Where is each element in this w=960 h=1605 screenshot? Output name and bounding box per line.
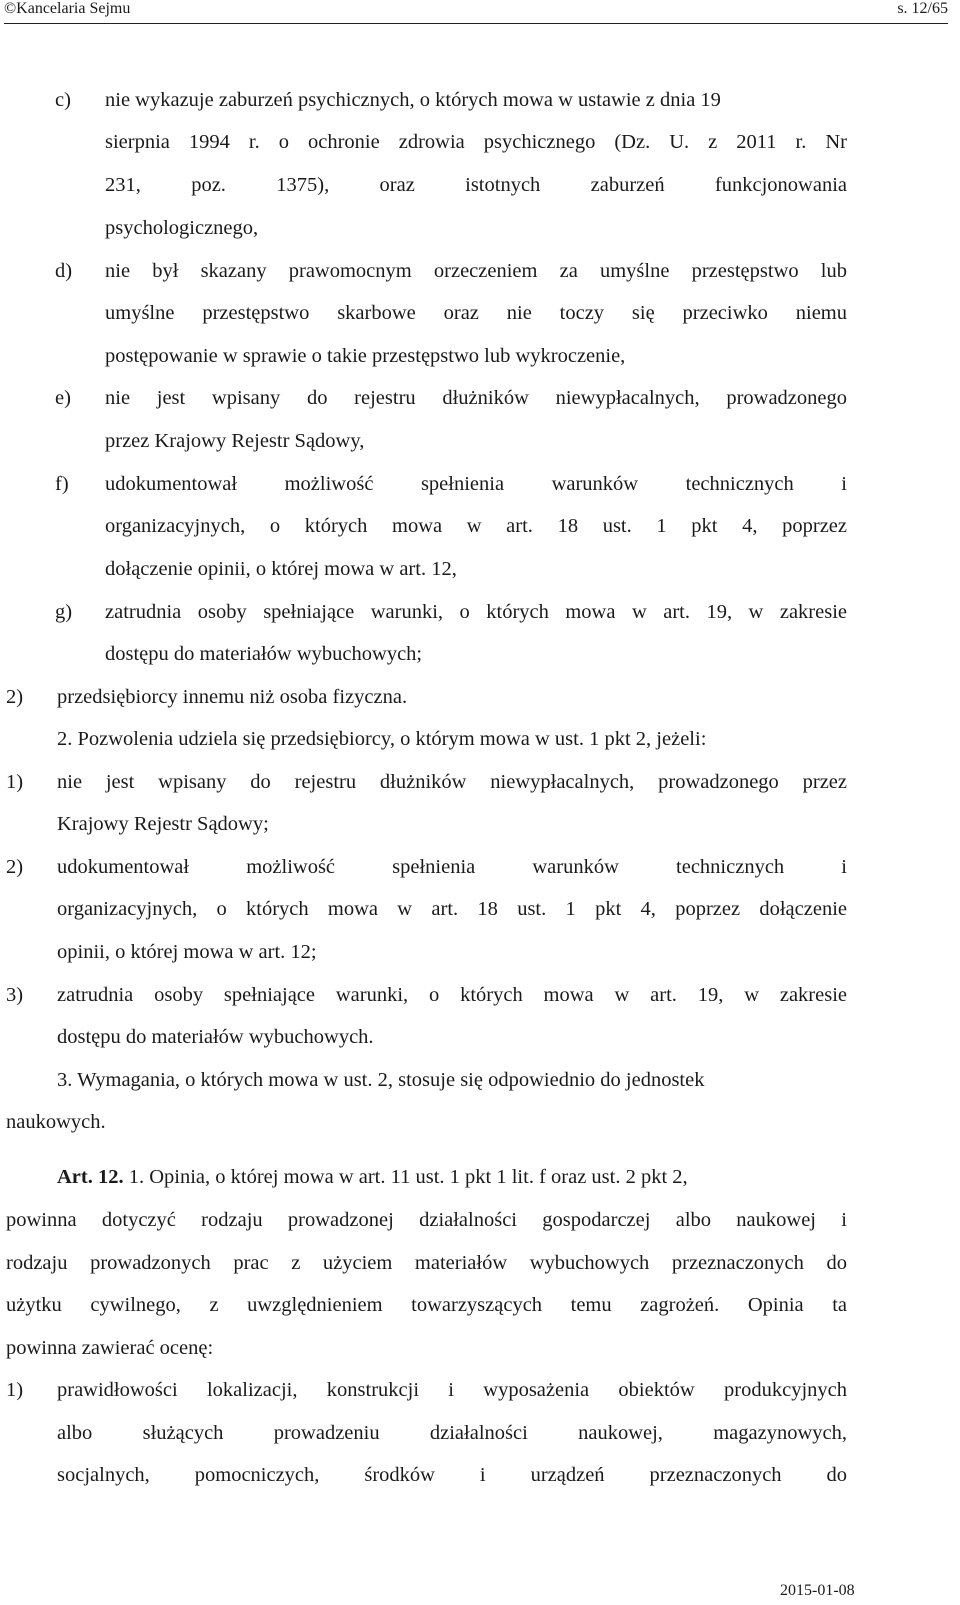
art12-point-1-line-2: albo służących prowadzeniu działalności naukowej, magazynowych,: [57, 1422, 847, 1444]
ust2-point-2-line-1: udokumentował możliwość spełnienia warunków technicznych i: [57, 856, 847, 878]
page-footer-date: 2015-01-08: [780, 1582, 855, 1599]
point-label-2: 2): [6, 686, 24, 708]
ust2-point-label-1: 1): [6, 771, 24, 793]
art-12-line-4: użytku cywilnego, z uwzględnieniem towarzyszących temu zagrożeń. Opinia ta: [6, 1294, 847, 1316]
ust2-point-label-3: 3): [6, 984, 24, 1006]
item-g-line-2: dostępu do materiałów wybuchowych;: [105, 643, 423, 665]
item-g-line-1: zatrudnia osoby spełniające warunki, o których mowa w art. 19, w zakresie: [105, 601, 847, 623]
ust2-point-label-2: 2): [6, 856, 24, 878]
item-label-c: c): [55, 89, 71, 111]
item-f-line-3: dołączenie opinii, o której mowa w art. 12,: [105, 558, 457, 580]
item-c-line-4: psychologicznego,: [105, 217, 259, 239]
item-c-line-3: 231, poz. 1375), oraz istotnych zaburzeń funkcjonowania: [105, 174, 847, 196]
art-12-line-1: 1. Opinia, o której mowa w art. 11 ust. 1 pkt 1 lit. f oraz ust. 2 pkt 2,: [123, 1166, 688, 1188]
item-c-line-2: sierpnia 1994 r. o ochronie zdrowia psychicznego (Dz. U. z 2011 r. Nr: [105, 131, 847, 153]
item-e-line-2: przez Krajowy Rejestr Sądowy,: [105, 430, 365, 452]
ust2-point-3-line-2: dostępu do materiałów wybuchowych.: [57, 1026, 374, 1048]
item-label-d: d): [55, 260, 73, 282]
item-f-line-1: udokumentował możliwość spełnienia warunków technicznych i: [105, 473, 847, 495]
art12-point-1-line-1: prawidłowości lokalizacji, konstrukcji i wyposażenia obiektów produkcyjnych: [57, 1379, 847, 1401]
ust2-point-2-line-2: organizacyjnych, o których mowa w art. 18 ust. 1 pkt 4, poprzez dołączenie: [57, 898, 847, 920]
item-d-line-1: nie był skazany prawomocnym orzeczeniem za umyślne przestępstwo lub: [105, 260, 847, 282]
art-12-line-5: powinna zawierać ocenę:: [6, 1337, 214, 1359]
item-label-f: f): [55, 473, 69, 495]
item-d-line-3: postępowanie w sprawie o takie przestępstwo lub wykroczenie,: [105, 345, 626, 367]
point-2-line-1: przedsiębiorcy innemu niż osoba fizyczna.: [57, 686, 408, 708]
art-12-heading-line: [57, 1165, 847, 1189]
art-12-line-2: powinna dotyczyć rodzaju prowadzonej działalności gospodarczej albo naukowej i: [6, 1209, 847, 1231]
item-f-line-2: organizacyjnych, o których mowa w art. 18 ust. 1 pkt 4, poprzez: [105, 515, 847, 537]
item-c-line-1: nie wykazuje zaburzeń psychicznych, o których mowa w ustawie z dnia 19: [105, 89, 721, 111]
item-label-e: e): [55, 387, 71, 409]
art-12-line-3: rodzaju prowadzonych prac z użyciem materiałów wybuchowych przeznaczonych do: [6, 1252, 847, 1274]
ust2-point-1-line-1: nie jest wpisany do rejestru dłużników niewypłacalnych, prowadzonego przez: [57, 771, 847, 793]
header-page-number: s. 12/65: [897, 0, 948, 17]
ust-3-line-1: 3. Wymagania, o których mowa w ust. 2, stosuje się odpowiednio do jednostek: [57, 1069, 705, 1091]
item-label-g: g): [55, 601, 73, 623]
ust-3-line-2: naukowych.: [6, 1111, 106, 1133]
item-d-line-2: umyślne przestępstwo skarbowe oraz nie toczy się przeciwko niemu: [105, 302, 847, 324]
art-12-number: Art. 12.: [57, 1166, 124, 1188]
ust-2-paragraph: 2. Pozwolenia udziela się przedsiębiorcy, o którym mowa w ust. 1 pkt 2, jeżeli:: [57, 728, 707, 750]
ust2-point-1-line-2: Krajowy Rejestr Sądowy;: [57, 813, 269, 835]
ust2-point-3-line-1: zatrudnia osoby spełniające warunki, o których mowa w art. 19, w zakresie: [57, 984, 847, 1006]
ust2-point-2-line-3: opinii, o której mowa w art. 12;: [57, 941, 317, 963]
item-e-line-1: nie jest wpisany do rejestru dłużników niewypłacalnych, prowadzonego: [105, 387, 847, 409]
art12-point-1-line-3: socjalnych, pomocniczych, środków i urządzeń przeznaczonych do: [57, 1464, 847, 1486]
art12-point-label-1: 1): [6, 1379, 24, 1401]
header-source: ©Kancelaria Sejmu: [4, 0, 131, 17]
